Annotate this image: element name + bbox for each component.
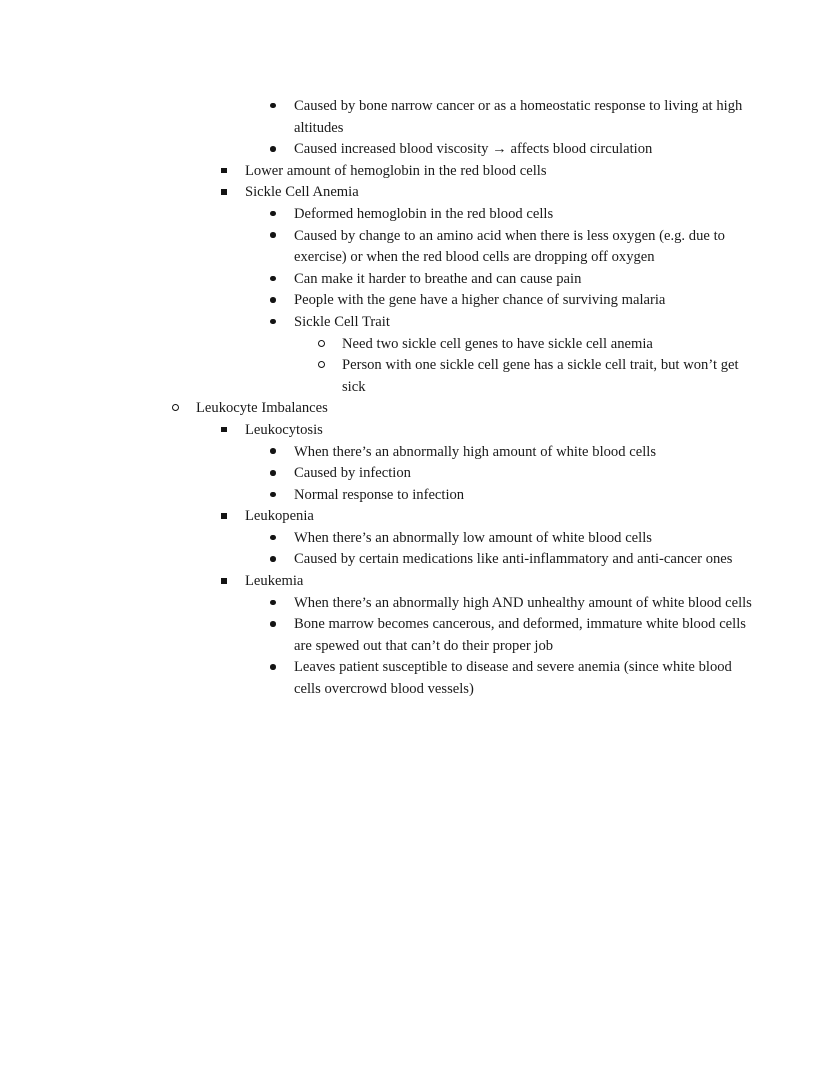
bullet-circle-icon: [318, 334, 342, 356]
bullet-disc-icon: [270, 528, 294, 550]
outline-row: [0, 226, 828, 269]
outline-list: [0, 96, 828, 701]
outline-item-text: Leukemia: [245, 573, 304, 590]
outline-item-text: Leukopenia: [245, 508, 314, 525]
outline-row: [0, 549, 828, 571]
outline-item-text: Leukocyte Imbalances: [196, 400, 328, 417]
bullet-disc-icon: [270, 463, 294, 485]
outline-item-text: Normal response to infection: [294, 486, 465, 503]
bullet-glyph: [270, 470, 276, 476]
outline-item-text: When there’s an abnormally high AND unhealthy amount of white blood cells: [294, 594, 752, 611]
outline-row: [0, 571, 828, 593]
bullet-square-icon: [221, 420, 245, 442]
outline-row: [0, 355, 828, 398]
bullet-glyph: [270, 535, 276, 541]
outline-item: [0, 657, 828, 700]
bullet-disc-icon: [270, 593, 294, 615]
bullet-glyph: [270, 211, 276, 217]
outline-body: [0, 96, 828, 701]
bullet-disc-icon: [270, 549, 294, 571]
outline-row: [0, 528, 828, 550]
bullet-glyph: [270, 146, 276, 152]
outline-row: [0, 334, 828, 356]
outline-item-text: Deformed hemoglobin in the red blood cells: [294, 205, 554, 222]
outline-item: [0, 290, 828, 312]
outline-row: [0, 506, 828, 528]
outline-item-text: Bone marrow becomes cancerous, and deformed, immature white blood cells are spewed out that can’t do their proper job: [294, 616, 746, 654]
bullet-glyph: [270, 492, 276, 498]
bullet-circle-icon: [318, 355, 342, 377]
bullet-disc-icon: [270, 269, 294, 291]
bullet-disc-icon: [270, 657, 294, 679]
bullet-glyph: [221, 578, 227, 584]
bullet-glyph: [318, 340, 325, 347]
outline-item-text: Caused by certain medications like anti-inflammatory and anti-cancer ones: [294, 551, 733, 568]
bullet-square-icon: [221, 506, 245, 528]
outline-item-text: Caused increased blood viscosity → affects blood circulation: [294, 141, 653, 158]
bullet-disc-icon: [270, 139, 294, 161]
outline-item-text: People with the gene have a higher chance of surviving malaria: [294, 292, 666, 309]
bullet-circle-icon: [172, 398, 196, 420]
outline-row: [0, 463, 828, 485]
outline-item: [0, 528, 828, 550]
outline-row: [0, 312, 828, 334]
outline-row: [0, 96, 828, 139]
outline-item: [0, 593, 828, 615]
outline-item: [0, 312, 828, 334]
bullet-square-icon: [221, 182, 245, 204]
bullet-glyph: [270, 319, 276, 325]
outline-item-text: Lower amount of hemoglobin in the red blood cells: [245, 162, 547, 179]
bullet-disc-icon: [270, 442, 294, 464]
bullet-disc-icon: [270, 226, 294, 248]
bullet-disc-icon: [270, 290, 294, 312]
outline-item: [0, 442, 828, 464]
outline-row: [0, 485, 828, 507]
bullet-glyph: [221, 189, 227, 195]
bullet-glyph: [270, 600, 276, 606]
outline-item-text: Leaves patient susceptible to disease and severe anemia (since white blood cells overcrowd blood vessels): [294, 659, 732, 698]
bullet-glyph: [270, 103, 276, 109]
outline-item: [0, 226, 828, 269]
bullet-glyph: [270, 276, 276, 282]
outline-row: [0, 290, 828, 312]
outline-item: [0, 204, 828, 226]
outline-item: [0, 463, 828, 485]
outline-item: [0, 506, 828, 528]
bullet-glyph: [270, 556, 276, 562]
outline-item: [0, 269, 828, 291]
bullet-glyph: [172, 404, 179, 411]
outline-item: [0, 334, 828, 356]
outline-item: [0, 139, 828, 161]
outline-row: [0, 161, 828, 183]
outline-row: [0, 269, 828, 291]
outline-row: [0, 182, 828, 204]
bullet-glyph: [221, 513, 227, 519]
bullet-disc-icon: [270, 614, 294, 636]
bullet-square-icon: [221, 571, 245, 593]
bullet-glyph: [270, 297, 276, 303]
outline-item-text: When there’s an abnormally high amount of white blood cells: [294, 443, 657, 460]
outline-item: [0, 182, 828, 204]
outline-row: [0, 657, 828, 700]
outline-item: [0, 355, 828, 398]
bullet-glyph: [221, 168, 227, 174]
outline-item-text: Can make it harder to breathe and can cause pain: [294, 270, 582, 287]
bullet-glyph: [270, 664, 276, 670]
outline-item-text: When there’s an abnormally low amount of white blood cells: [294, 529, 652, 546]
outline-item-text: Caused by change to an amino acid when there is less oxygen (e.g. due to exercise) or when the red blood cells are dropping off oxygen: [294, 227, 725, 266]
outline-row: [0, 614, 828, 657]
outline-item: [0, 161, 828, 183]
bullet-glyph: [318, 361, 325, 368]
outline-item-text: Person with one sickle cell gene has a sickle cell trait, but won’t get sick: [342, 357, 739, 395]
outline-item-text: Need two sickle cell genes to have sickle cell anemia: [342, 335, 653, 352]
outline-item-text: Sickle Cell Anemia: [245, 184, 359, 201]
outline-item: [0, 398, 828, 420]
bullet-glyph: [270, 448, 276, 454]
bullet-square-icon: [221, 161, 245, 183]
outline-item-text: Caused by infection: [294, 465, 411, 482]
outline-row: [0, 398, 828, 420]
outline-row: [0, 442, 828, 464]
outline-item: [0, 420, 828, 442]
bullet-disc-icon: [270, 204, 294, 226]
bullet-disc-icon: [270, 312, 294, 334]
outline-item-text: Leukocytosis: [245, 421, 323, 438]
bullet-glyph: [270, 232, 276, 238]
outline-row: [0, 593, 828, 615]
outline-item: [0, 485, 828, 507]
outline-item: [0, 549, 828, 571]
outline-item-text: Caused by bone narrow cancer or as a homeostatic response to living at high altitudes: [294, 98, 743, 136]
outline-item-text: Sickle Cell Trait: [294, 313, 390, 330]
bullet-disc-icon: [270, 96, 294, 118]
outline-item: [0, 614, 828, 657]
outline-item: [0, 571, 828, 593]
bullet-glyph: [270, 621, 276, 627]
bullet-disc-icon: [270, 485, 294, 507]
outline-row: [0, 204, 828, 226]
outline-row: [0, 420, 828, 442]
outline-item: [0, 96, 828, 139]
bullet-glyph: [221, 427, 227, 433]
outline-row: [0, 139, 828, 161]
